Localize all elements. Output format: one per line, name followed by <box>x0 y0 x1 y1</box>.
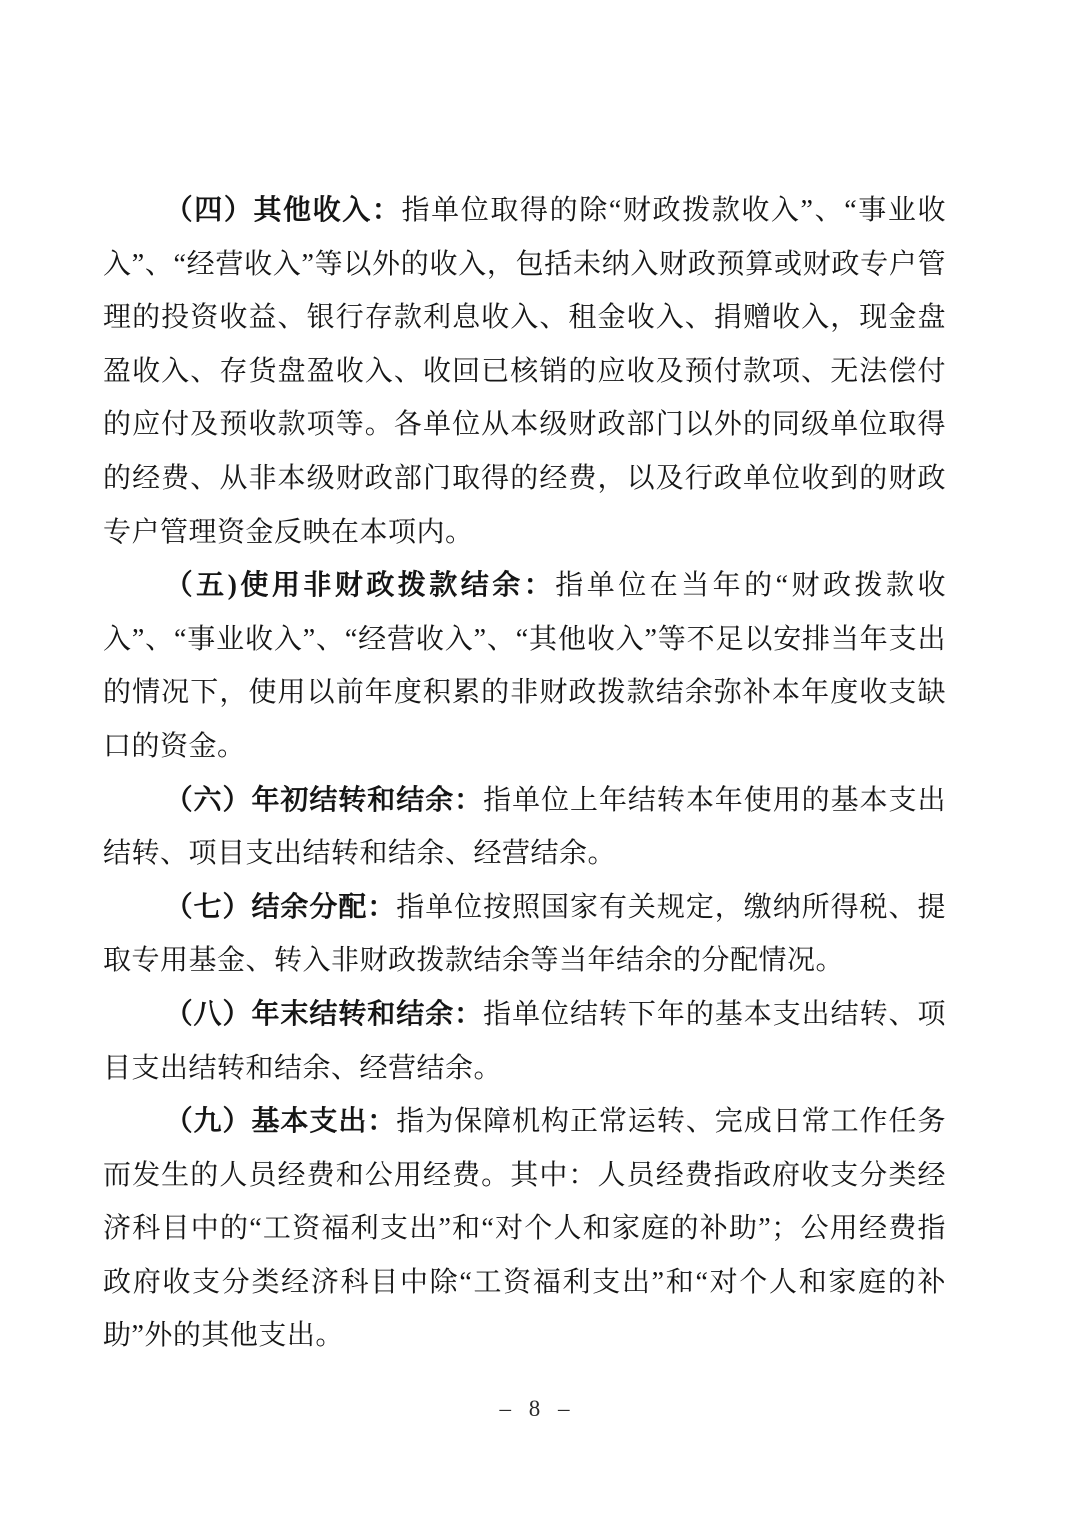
term-label: （七）结余分配： <box>164 891 397 923</box>
paragraph-item-7 <box>103 881 946 988</box>
paragraph-item-5 <box>103 559 946 773</box>
document-body <box>103 184 946 1363</box>
term-label: （五)使用非财政拨款结余： <box>164 570 556 602</box>
paragraph-text: 指单位取得的除“财政拨款收入”、“事业收入”、“经营收入”等以外的收入，包括未纳入财政预算或财政专户管理的投资收益、银行存款利息收入、租金收入、捐赠收入，现金盘盈收入、存货盘盈收入、收回已核销的应收及预付款项、无法偿付的应付及预收款项等。各单位从本级财政部门以外的同级单位取得的经费、从非本级财政部门取得的经费，以及行政单位收到的财政专户管理资金反映在本项内。 <box>103 195 946 548</box>
paragraph-item-6 <box>103 774 946 881</box>
term-label: （四）其他收入： <box>164 195 402 226</box>
term-label: （八）年末结转和结余： <box>164 998 484 1030</box>
paragraph-item-4 <box>103 184 946 559</box>
paragraph-item-8 <box>103 988 946 1095</box>
page-number: – 8 – <box>499 1396 576 1421</box>
term-label: （九）基本支出： <box>164 1106 397 1138</box>
paragraph-text: 指单位按照国家有关规定，缴纳所得税、提取专用基金、转入非财政拨款结余等当年结余的分配情况。 <box>103 891 946 977</box>
paragraph-item-9 <box>103 1095 946 1363</box>
paragraph-text: 指为保障机构正常运转、完成日常工作任务而发生的人员经费和公用经费。其中：人员经费指政府收支分类经济科目中的“工资福利支出”和“对个人和家庭的补助”；公用经费指政府收支分类经济科目中除“工资福利支出”和“对个人和家庭的补助”外的其他支出。 <box>103 1106 946 1352</box>
paragraph-text: 指单位上年结转本年使用的基本支出结转、项目支出结转和结余、经营结余。 <box>103 784 946 870</box>
term-label: （六）年初结转和结余： <box>164 784 484 816</box>
paragraph-text: 指单位结转下年的基本支出结转、项目支出结转和结余、经营结余。 <box>103 998 946 1084</box>
paragraph-text: 指单位在当年的“财政拨款收入”、“事业收入”、“经营收入”、“其他收入”等不足以安排当年支出的情况下，使用以前年度积累的非财政拨款结余弥补本年度收支缺口的资金。 <box>103 570 946 762</box>
